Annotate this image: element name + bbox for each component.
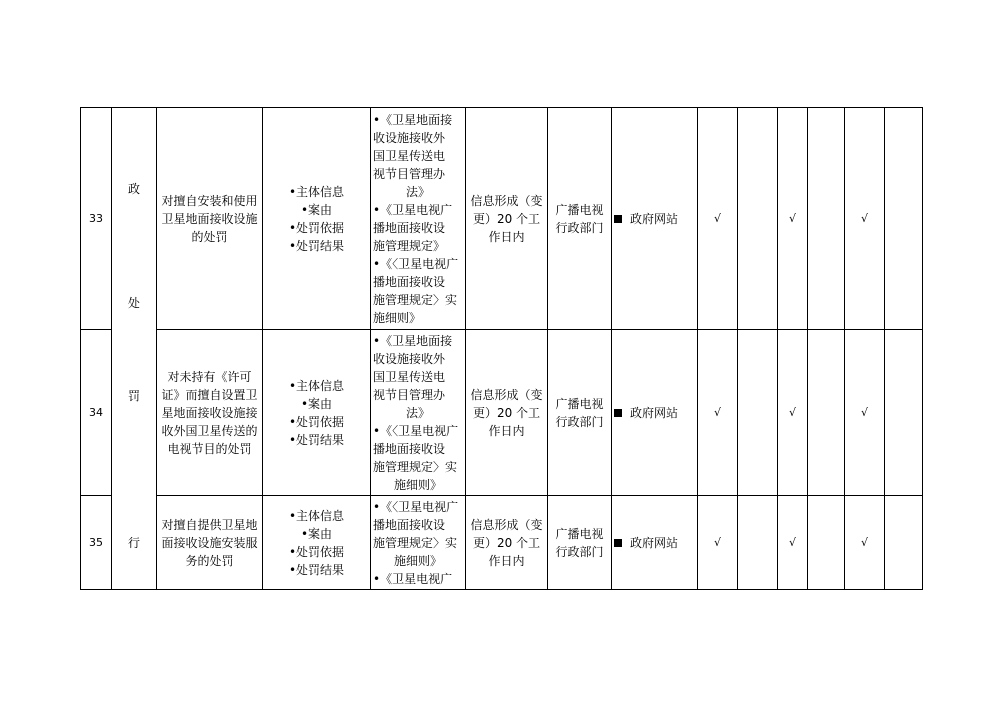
check-cell	[808, 330, 845, 496]
check-cell	[808, 496, 845, 590]
responsible-dept: 广播电视行政部门	[548, 108, 612, 330]
legal-basis	[371, 330, 466, 496]
check-cell: √	[778, 108, 808, 330]
publish-label: 政府网站	[630, 211, 679, 226]
row-number: 34	[81, 330, 112, 496]
basis-line: 收设施接收外	[373, 130, 446, 145]
basis-line: •《〈卫星电视广	[373, 256, 459, 271]
element-line: •案由	[300, 202, 333, 217]
check-cell: √	[845, 330, 885, 496]
table-row	[81, 108, 923, 330]
category-char: 处	[127, 296, 140, 310]
basis-line: 法》	[405, 405, 430, 420]
element-line: •主体信息	[288, 378, 345, 393]
element-line: •案由	[300, 526, 333, 541]
check-cell	[885, 108, 923, 330]
publish-label: 政府网站	[630, 535, 679, 550]
basis-line: •《〈卫星电视广	[373, 423, 459, 438]
basis-line: 施细则》	[393, 553, 442, 568]
disclosure-table	[80, 107, 923, 590]
basis-line: 施管理规定〉实	[373, 292, 458, 307]
check-cell: √	[778, 330, 808, 496]
basis-line: •《卫星地面接	[373, 333, 453, 348]
category-cell	[112, 108, 157, 590]
publish-channel	[612, 330, 698, 496]
check-cell	[738, 108, 778, 330]
check-cell	[885, 496, 923, 590]
publish-channel	[612, 108, 698, 330]
basis-line: 国卫星传送电	[373, 148, 446, 163]
responsible-dept: 广播电视行政部门	[548, 496, 612, 590]
basis-line: •《卫星地面接	[373, 112, 453, 127]
basis-line: 法》	[405, 184, 430, 199]
basis-line: 收设施接收外	[373, 351, 446, 366]
item-name: 对擅自安装和使用卫星地面接收设施的处罚	[157, 108, 263, 330]
basis-line: 施管理规定〉实	[373, 459, 458, 474]
element-line: •主体信息	[288, 184, 345, 199]
basis-line: 播地面接收设	[373, 274, 446, 289]
responsible-dept: 广播电视行政部门	[548, 330, 612, 496]
item-name: 对擅自提供卫星地面接收设施安装服务的处罚	[157, 496, 263, 590]
table-row	[81, 330, 923, 496]
square-bullet-icon	[614, 409, 622, 417]
disclosure-time: 信息形成（变更）20 个工作日内	[466, 108, 548, 330]
table-row	[81, 496, 923, 590]
check-cell	[808, 108, 845, 330]
row-number: 33	[81, 108, 112, 330]
disclosure-elements	[263, 108, 371, 330]
square-bullet-icon	[614, 539, 622, 547]
basis-line: •《卫星电视广	[373, 202, 453, 217]
check-cell: √	[698, 496, 738, 590]
element-line: •处罚结果	[288, 238, 345, 253]
publish-channel	[612, 496, 698, 590]
category-char: 行	[127, 536, 140, 550]
row-number: 35	[81, 496, 112, 590]
disclosure-time: 信息形成（变更）20 个工作日内	[466, 330, 548, 496]
basis-line: 施管理规定〉实	[373, 535, 458, 550]
category-char: 罚	[127, 389, 140, 403]
basis-line: •《〈卫星电视广	[373, 499, 459, 514]
legal-basis	[371, 108, 466, 330]
element-line: •案由	[300, 396, 333, 411]
basis-line: 播地面接收设	[373, 220, 446, 235]
element-line: •处罚依据	[288, 414, 345, 429]
legal-basis	[371, 496, 466, 590]
basis-line: 播地面接收设	[373, 517, 446, 532]
disclosure-elements	[263, 496, 371, 590]
disclosure-elements	[263, 330, 371, 496]
category-char: 政	[127, 182, 140, 196]
basis-line: 施管理规定》	[373, 238, 446, 253]
element-line: •处罚依据	[288, 220, 345, 235]
element-line: •处罚结果	[288, 562, 345, 577]
publish-label: 政府网站	[630, 405, 679, 420]
basis-line: •《卫星电视广	[373, 571, 453, 586]
check-cell	[738, 496, 778, 590]
disclosure-time: 信息形成（变更）20 个工作日内	[466, 496, 548, 590]
check-cell: √	[845, 496, 885, 590]
basis-line: 国卫星传送电	[373, 369, 446, 384]
check-cell: √	[778, 496, 808, 590]
item-name: 对未持有《许可证》而擅自设置卫星地面接收设施接收外国卫星传送的电视节目的处罚	[157, 330, 263, 496]
basis-line: 施细则》	[373, 310, 422, 325]
check-cell: √	[845, 108, 885, 330]
basis-line: 视节目管理办	[373, 387, 446, 402]
element-line: •处罚依据	[288, 544, 345, 559]
basis-line: 播地面接收设	[373, 441, 446, 456]
check-cell	[738, 330, 778, 496]
basis-line: 视节目管理办	[373, 166, 446, 181]
square-bullet-icon	[614, 215, 622, 223]
basis-line: 施细则》	[393, 477, 442, 492]
check-cell: √	[698, 108, 738, 330]
check-cell: √	[698, 330, 738, 496]
element-line: •主体信息	[288, 508, 345, 523]
check-cell	[885, 330, 923, 496]
element-line: •处罚结果	[288, 432, 345, 447]
